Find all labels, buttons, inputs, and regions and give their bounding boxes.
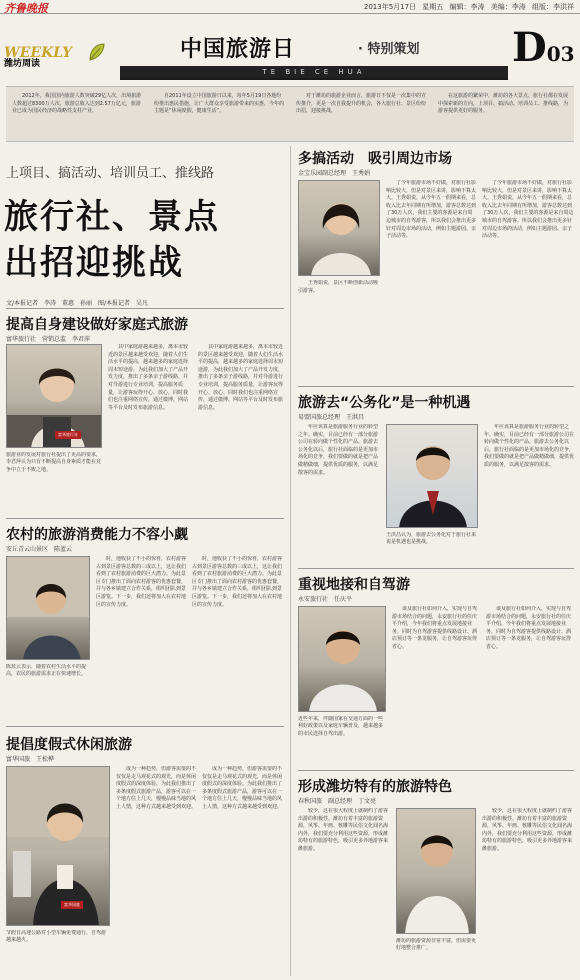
story-body: 较少，这在很大程度上就制约了游客出游的积极性。潍坊有着丰富的旅游资源，风筝、年画、核雕等民俗文化闻名海内外，我们要充分利用这些资源，形成潍坊特有的旅游特色，吸引更多外地游客来潍旅游。 — [298, 808, 389, 852]
photo-wang-hongchang — [386, 424, 478, 528]
headline-line-2: 出招迎挑战 — [4, 243, 184, 283]
issue-date: 2013年5月17日 — [363, 3, 417, 11]
intro-paragraph: 在这旅游的繁荣中，潍坊的各大景点、旅行社都在发展中探索新的方向，上项目、搞活动、培训员工、推线路，为游客提供更好的服务。 — [438, 93, 569, 115]
story-unit: 富华国旅 — [6, 756, 31, 763]
headline-line-1: 旅行社、景点 — [4, 197, 220, 237]
story-person: 陈蓝云 — [54, 546, 73, 553]
weekly-en: WEEKLY — [4, 45, 73, 61]
story-body: 成为一种趋势，但游客需要的不仅仅是走马观花式的观光，而是休闲度假式的深度体验。为此我们推出了多条度假式旅游产品，游客可以在一个地方住上几天，慢慢品味当地的风土人情，这种方式越来越受到欢迎。 — [116, 766, 196, 810]
divider — [298, 568, 574, 569]
story-person: 副总经理 丁文亮 — [328, 798, 377, 805]
story-body-cont: 成为一种趋势，但游客需要的不仅仅是走马观花式的观光，而是休闲度假式的深度体验。为此我们推出了多条度假式旅游产品，游客可以在一个地方住上几天，慢慢品味当地的风土人情，这种方式越来越受到欢迎。 — [202, 766, 283, 810]
page-num: 03 — [546, 42, 575, 66]
photo-ding-wenliang — [396, 808, 476, 934]
section-subtitle: · 特别策划 — [358, 42, 420, 57]
column-divider — [290, 146, 291, 976]
story-source — [6, 544, 72, 553]
story-title: 提倡度假式休闲旅游 — [6, 737, 132, 753]
story-body-cont: 年应该算是旅游服务行业的转型之年。确实，目前已经有一部分旅游公司在转向做个性化的产品。旅游去公务化以后，旅行社面临的是更加市场化的竞争，我们要做的就是把产品做精做细，提供优质的服务，以满足散客的需求。 — [484, 424, 574, 468]
story-body-cont: 谈及旅行社如何介入，实现与自驾游市场结合的问题，永安旅行社的任庆平介绍，今年我们将重点发展地接业务，同时为自驾游客提供线路设计、酒店预订等一条龙服务，让自驾游客玩得省心。 — [486, 606, 572, 650]
story-source — [6, 754, 54, 763]
photo-ren-qingping — [298, 606, 386, 712]
story-source — [298, 594, 352, 603]
story-unit: 安丘青云山景区 — [6, 546, 49, 553]
story-person: 营销总监 李君萍 — [42, 336, 91, 343]
story-body-cont: 较少，这在很大程度上就制约了游客出游的积极性。潍坊有着丰富的旅游资源，风筝、年画、核雕等民俗文化闻名海内外，我们要充分利用这些资源，形成潍坊特有的旅游特色，吸引更多外地游客来潍旅游。 — [482, 808, 573, 852]
story-person: 王松桦 — [36, 756, 55, 763]
intro-paragraph: 自2011年设立中国旅游日以来，每年5月19日各地纷纷推出惠民措施，让广大群众享受旅游带来的实惠，今年的主题是“休闲度假，健康生活”。 — [154, 93, 285, 115]
issue-weekday: 星期五 — [422, 3, 444, 11]
story-source — [298, 412, 364, 421]
photo-wang-songhua — [6, 766, 110, 926]
photo-caption: 潍坊的旅游资源非常丰富，但需要更好地整合推广。 — [396, 938, 476, 952]
photo-label: 富华旅行社 — [55, 431, 81, 439]
intro-paragraph: 对于潍坊的旅游企业而言，旅游日不仅是一次集中的宣传推介，更是一次自我提升的机会，各大旅行社、景区纷纷出招，迎接挑战。 — [296, 93, 427, 115]
story-unit: 富华旅行社 — [6, 336, 37, 343]
divider — [6, 518, 284, 519]
story-body: 王秀娟说，景区不断创新活动吸引游客。 — [298, 280, 379, 294]
story-title: 多搞活动 吸引周边市场 — [298, 151, 452, 167]
section-pinyin: TE BIE CE HUA — [120, 66, 508, 78]
story-title: 旅游去“公务化”是一种机遇 — [298, 395, 471, 411]
intro-paragraph: 2012年，我国国内旅游人数突破29亿人次，出境旅游人数超过8300万人次，旅游总收入达到2.57万亿元，旅游业已成为国民经济的战略性支柱产业。 — [12, 93, 142, 115]
photo-caption: 近些年来，伴随国家在交通方面的一些利好政策以及家庭车辆普及，越来越多的市民选择自驾出游。 — [298, 716, 384, 737]
story-body-cont: 时，他收获了不小的惊喜，农村游客占到景区游客总数的三成以上，这让我们看到了农村旅游消费的巨大潜力。为此景区专门推出了面向农村游客的优惠套餐，并与各乡镇建立合作关系，组织团队到景区游览。下一步，我们还将加大在农村地区的宣传力度。 — [192, 556, 283, 608]
photo-label: 富华国旅 — [61, 901, 83, 909]
photo-caption: 陈蓝云表示，随着农村生活水平的提高，农民的旅游需求正在快速增长。 — [6, 664, 87, 678]
story-person: 王洪昌 — [346, 414, 365, 421]
photo-wang-xiujuan — [298, 180, 380, 276]
story-body-cont: 其中家庭游越来越多，离本市较近的景区越来越受欢迎，随着人们生活水平的提高，越来越多的家庭选择周末短途游，为此我们加大了产品开发力度，推出了多条亲子游线路，并对导游进行专业培训，提高服务质量，让游客玩得开心、放心。同时我们也注重网络宣传，通过微博、网站等平台及时发布旅游信息。 — [198, 344, 284, 411]
story-unit: 春秋国旅 — [298, 798, 323, 805]
story-body: 时，他收获了不小的惊喜，农村游客占到景区游客总数的三成以上，这让我们看到了农村旅游消费的巨大潜力。为此景区专门推出了面向农村游客的优惠套餐，并与各乡镇建立合作关系，组织团队到景区游览。下一步，我们还将加大在农村地区的宣传力度。 — [96, 556, 186, 608]
divider — [298, 386, 574, 387]
divider — [298, 770, 574, 771]
photo-caption: 王洪昌认为，旅游去公务化对于旅行社来说是机遇也是挑战。 — [386, 532, 477, 546]
portrait-image — [7, 767, 110, 926]
divider — [6, 726, 284, 727]
portrait-image — [397, 809, 476, 934]
page-number — [512, 24, 575, 71]
dateline — [360, 2, 574, 12]
portrait-image — [7, 557, 90, 660]
photo-caption: 节假日高速公路对小型车辆免费通行，自驾游越来越火。 — [6, 930, 107, 944]
section-banner — [120, 14, 508, 80]
story-source — [298, 168, 370, 177]
story-unit: 金宝乐园副总经理 — [298, 170, 347, 177]
intro-band — [6, 86, 574, 142]
story-title: 形成潍坊特有的旅游特色 — [298, 779, 452, 795]
section-title: 中国旅游日 — [180, 37, 296, 62]
story-person: 任庆平 — [334, 596, 353, 603]
kicker: 上项目、搞活动、培训员工、推线路 — [6, 166, 215, 181]
story-body-cont: 了今年旅游市场不好做，对旅行社影响比较大，但是对景区来讲，影响不算太大。王秀娟说，从今年五一假期来看，总收入比去年同期有所增加，游客总数达到了30万人次，我们主要的客源是来自周边城市的自驾游客，所以我们会推出更多针对周边市场的活动，例如主题游园、亲子活动等。 — [482, 180, 574, 240]
photo-caption: 旅游业的发展对旅行社提出了更高的要求，李君萍认为只有不断提高自身素质才能在竞争中立于不败之地。 — [6, 452, 102, 473]
main-headline — [4, 194, 292, 286]
portrait-image — [299, 181, 380, 276]
photo-li-junping — [6, 344, 102, 448]
story-source — [6, 334, 90, 343]
portrait-image — [387, 425, 478, 528]
story-title: 提高自身建设做好家庭式旅游 — [6, 317, 188, 333]
weekly-cn: 潍坊周读 — [4, 59, 41, 69]
story-unit: 易盟国旅总经理 — [298, 414, 341, 421]
story-title: 农村的旅游消费能力不容小觑 — [6, 527, 188, 543]
portrait-image — [299, 607, 386, 712]
story-body: 了今年旅游市场不好做，对旅行社影响比较大，但是对景区来讲，影响不算太大。王秀娟说，从今年五一假期来看，总收入比去年同期有所增加，游客总数达到了30万人次，我们主要的客源是来自周边城市的自驾游客，所以我们会推出更多针对周边市场的活动，例如主题游园、亲子活动等。 — [386, 180, 476, 240]
story-body: 谈及旅行社如何介入，实现与自驾游市场结合的问题，永安旅行社的任庆平介绍，今年我们将重点发展地接业务，同时为自驾游客提供线路设计、酒店预订等一条龙服务，让自驾游客玩得省心。 — [392, 606, 478, 650]
editor-credit: 编辑：李涛 — [449, 3, 485, 11]
proof-credit: 组版：李洪祥 — [532, 3, 574, 11]
leaf-icon — [88, 42, 106, 62]
story-body: 其中家庭游越来越多，离本市较近的景区越来越受欢迎，随着人们生活水平的提高，越来越多的家庭选择周末短途游，为此我们加大了产品开发力度，推出了多条亲子游线路，并对导游进行专业培训，提高服务质量，让游客玩得开心、放心。同时我们也注重网络宣传，通过微博、网站等平台及时发布旅游信息。 — [108, 344, 189, 411]
top-bar — [0, 0, 580, 14]
page-letter: D — [512, 24, 547, 71]
story-body: 年应该算是旅游服务行业的转型之年。确实，目前已经有一部分旅游公司在转向做个性化的产品。旅游去公务化以后，旅行社面临的是更加市场化的竞争，我们要做的就是把产品做精做细，提供优质的服务，以满足散客的需求。 — [298, 424, 379, 476]
story-title: 重视地接和自驾游 — [298, 577, 410, 593]
designer-credit: 美编：李涛 — [490, 3, 526, 11]
story-source — [298, 796, 376, 805]
story-person: 王秀娟 — [352, 170, 371, 177]
story-unit: 永安旅行社 — [298, 596, 329, 603]
newspaper-brand: 齐鲁晚报 — [4, 2, 48, 15]
weekly-logo — [4, 42, 114, 69]
photo-chen-lanyun — [6, 556, 90, 660]
main-byline: 文/本报记者 李涛 董惠 孙丽 图/本报记者 吴凡 — [6, 300, 149, 307]
divider — [6, 308, 284, 309]
